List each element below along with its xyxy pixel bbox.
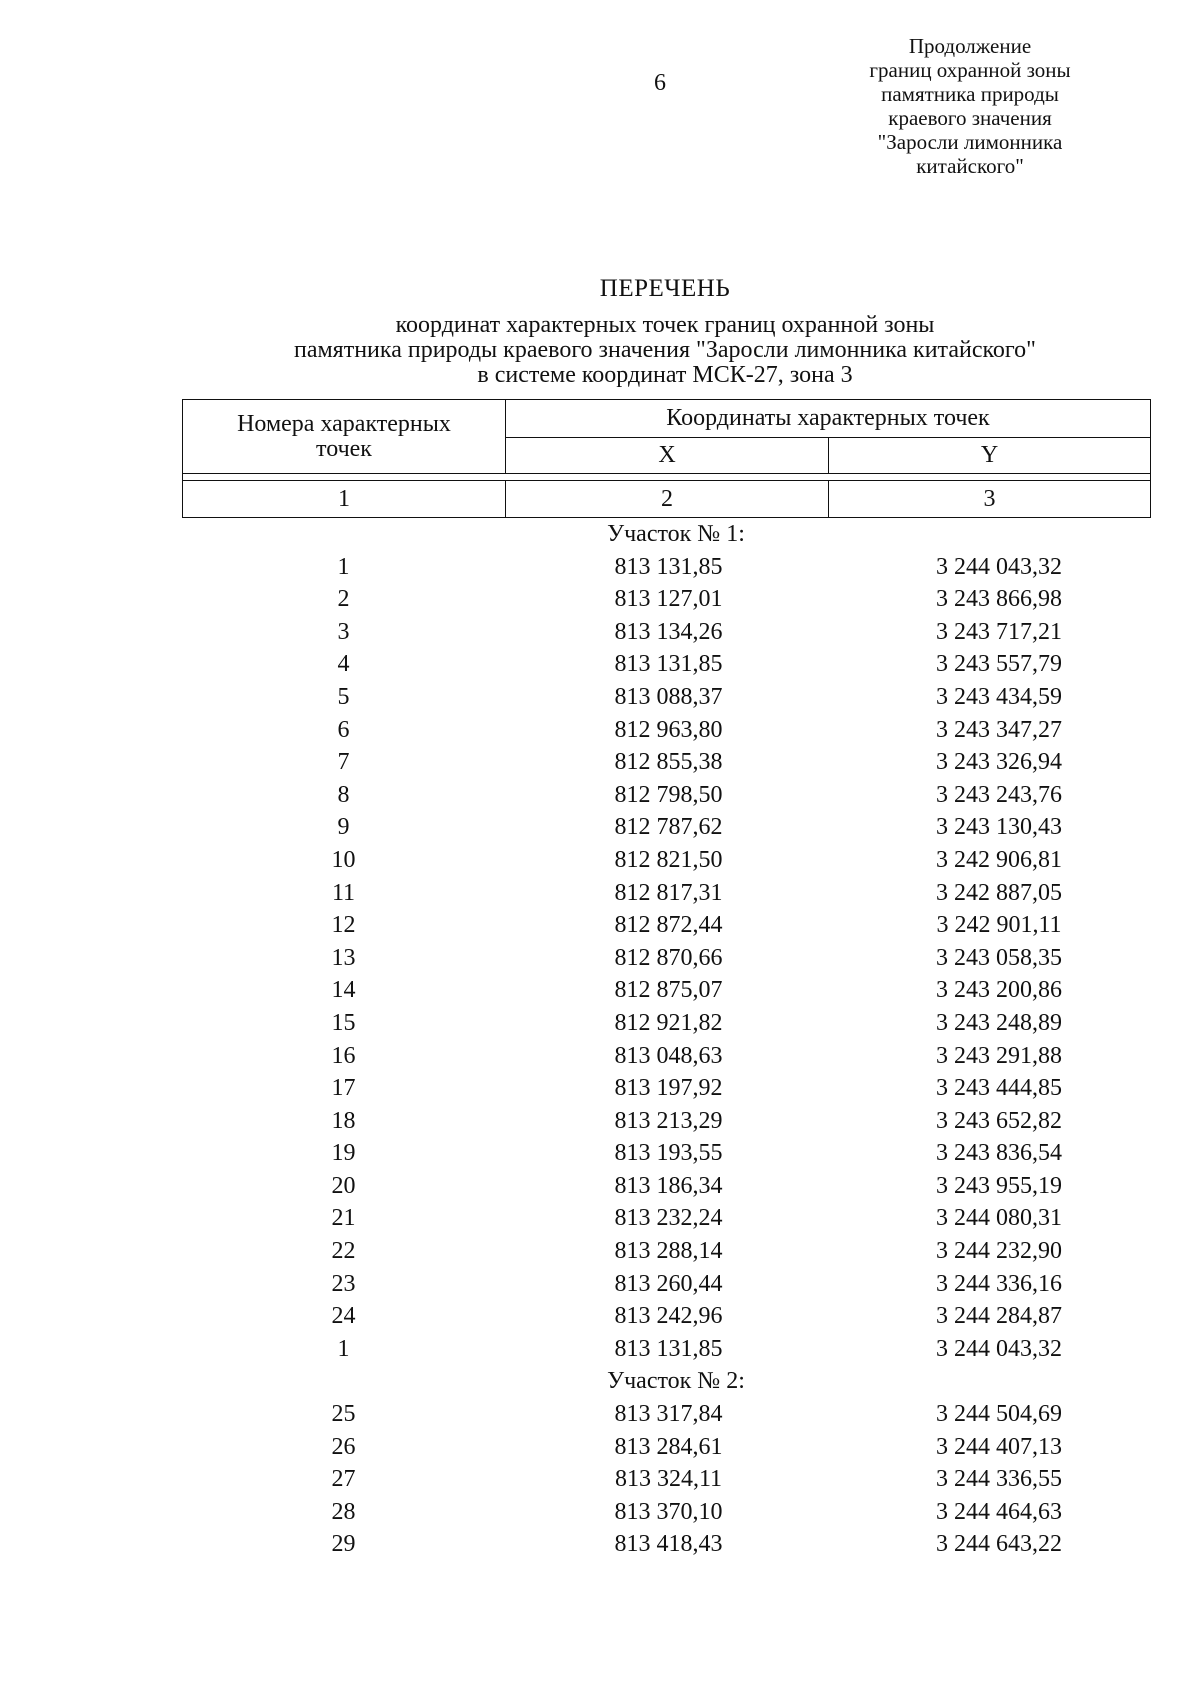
coord-x: 812 787,62 — [614, 814, 723, 841]
coord-y: 3 243 652,82 — [936, 1107, 1062, 1134]
coord-y: 3 243 326,94 — [936, 749, 1062, 776]
point-number: 29 — [331, 1531, 356, 1558]
coord-y: 3 244 407,13 — [936, 1433, 1062, 1460]
coord-x: 813 213,29 — [614, 1107, 723, 1134]
table-row — [182, 1202, 1150, 1235]
point-number: 3 — [337, 618, 350, 645]
coord-x: 813 048,63 — [614, 1042, 723, 1069]
coord-y: 3 244 464,63 — [936, 1498, 1062, 1525]
subtitle-line: координат характерных точек границ охранной зоны — [395, 312, 935, 338]
continuation-line: памятника природы — [881, 82, 1059, 106]
coord-y: 3 242 887,05 — [936, 879, 1062, 906]
coord-y: 3 243 955,19 — [936, 1172, 1062, 1199]
point-number: 10 — [331, 846, 356, 873]
table-row — [182, 1007, 1150, 1040]
header-points: Номера характерных точек — [183, 400, 506, 474]
point-number: 17 — [331, 1075, 356, 1102]
coord-y: 3 243 243,76 — [936, 781, 1062, 808]
coord-y: 3 244 336,55 — [936, 1466, 1062, 1493]
coord-x: 813 288,14 — [614, 1238, 723, 1265]
table-row — [182, 1431, 1150, 1464]
continuation-line: Продолжение — [908, 34, 1032, 58]
point-number: 2 — [337, 586, 350, 613]
table-row — [182, 616, 1150, 649]
coord-x: 812 963,80 — [614, 716, 723, 743]
table-row — [182, 1333, 1150, 1366]
coord-x: 813 186,34 — [614, 1172, 723, 1199]
coord-x: 813 197,92 — [614, 1075, 723, 1102]
table-row — [182, 1072, 1150, 1105]
section-label — [182, 518, 1150, 551]
coord-x: 813 131,85 — [614, 1335, 723, 1362]
section-label-text: Участок № 2: — [607, 1368, 745, 1395]
document-title: ПЕРЕЧЕНЬ — [599, 275, 731, 302]
subtitle-line: памятника природы краевого значения "Заросли лимонника китайского" — [294, 337, 1036, 363]
coord-x: 813 284,61 — [614, 1433, 723, 1460]
continuation-note — [830, 34, 1110, 178]
table-row — [182, 1398, 1150, 1431]
coord-y: 3 244 284,87 — [936, 1303, 1062, 1330]
coord-y: 3 244 643,22 — [936, 1531, 1062, 1558]
table-row — [182, 1300, 1150, 1333]
point-number: 20 — [331, 1172, 356, 1199]
coord-y: 3 243 058,35 — [936, 944, 1062, 971]
coord-x: 812 821,50 — [614, 846, 723, 873]
point-number: 1 — [337, 553, 350, 580]
section-label — [182, 1365, 1150, 1398]
point-number: 5 — [337, 683, 350, 710]
coord-x: 813 232,24 — [614, 1205, 723, 1232]
coordinates-list — [182, 518, 1150, 1561]
continuation-line: краевого значения — [888, 106, 1052, 130]
table-row — [182, 974, 1150, 1007]
table-row — [182, 1528, 1150, 1561]
column-number: 3 — [829, 481, 1151, 518]
coord-y: 3 243 347,27 — [936, 716, 1062, 743]
table-row — [182, 1235, 1150, 1268]
point-number: 26 — [331, 1433, 356, 1460]
table-row — [182, 1268, 1150, 1301]
table-row — [182, 681, 1150, 714]
coord-y: 3 243 717,21 — [936, 618, 1062, 645]
point-number: 28 — [331, 1498, 356, 1525]
header-coords: Координаты характерных точек — [506, 400, 1151, 438]
section-label-text: Участок № 1: — [607, 521, 745, 547]
table-row — [182, 811, 1150, 844]
coord-x: 813 418,43 — [614, 1531, 723, 1558]
table-row — [182, 583, 1150, 616]
coord-y: 3 244 043,32 — [936, 553, 1062, 580]
point-number: 11 — [331, 879, 356, 906]
coord-y: 3 243 434,59 — [936, 683, 1062, 710]
table-row — [182, 1170, 1150, 1203]
coord-x: 813 193,55 — [614, 1140, 723, 1167]
coord-y: 3 244 336,16 — [936, 1270, 1062, 1297]
table-row — [182, 877, 1150, 910]
coord-x: 812 817,31 — [614, 879, 723, 906]
coord-x: 813 370,10 — [614, 1498, 723, 1525]
column-number: 1 — [183, 481, 506, 518]
coord-y: 3 244 504,69 — [936, 1401, 1062, 1428]
continuation-line: китайского" — [916, 154, 1024, 178]
coord-x: 813 324,11 — [614, 1466, 723, 1493]
coord-y: 3 243 866,98 — [936, 586, 1062, 613]
point-number: 12 — [331, 912, 356, 939]
coord-x: 813 088,37 — [614, 683, 723, 710]
point-number: 18 — [331, 1107, 356, 1134]
coord-x: 812 872,44 — [614, 912, 723, 939]
coord-x: 813 317,84 — [614, 1401, 723, 1428]
point-number: 27 — [331, 1466, 356, 1493]
table-row — [182, 1137, 1150, 1170]
coord-y: 3 243 248,89 — [936, 1009, 1062, 1036]
table-row — [182, 551, 1150, 584]
point-number: 23 — [331, 1270, 356, 1297]
continuation-line: "Заросли лимонника — [877, 130, 1063, 154]
document-subtitle — [180, 313, 1150, 388]
point-number: 1 — [337, 1335, 350, 1362]
point-number: 7 — [337, 749, 350, 776]
table-row — [182, 1105, 1150, 1138]
page-number: 6 — [654, 70, 666, 96]
subtitle-line: в системе координат МСК-27, зона 3 — [477, 362, 853, 388]
continuation-line: границ охранной зоны — [869, 58, 1071, 82]
coord-x: 812 798,50 — [614, 781, 723, 808]
header-y: Y — [829, 438, 1151, 474]
table-row — [182, 942, 1150, 975]
table-row — [182, 746, 1150, 779]
point-number: 9 — [337, 814, 350, 841]
coord-y: 3 242 901,11 — [936, 912, 1062, 939]
coord-x: 813 260,44 — [614, 1270, 723, 1297]
coord-x: 813 242,96 — [614, 1303, 723, 1330]
point-number: 22 — [331, 1238, 356, 1265]
coord-x: 813 127,01 — [614, 586, 723, 613]
coord-y: 3 243 130,43 — [936, 814, 1062, 841]
point-number: 8 — [337, 781, 350, 808]
point-number: 21 — [331, 1205, 356, 1232]
coord-y: 3 244 080,31 — [936, 1205, 1062, 1232]
table-row — [182, 909, 1150, 942]
coord-y: 3 243 444,85 — [936, 1075, 1062, 1102]
coord-x: 813 131,85 — [614, 553, 723, 580]
point-number: 4 — [337, 651, 350, 678]
table-row — [182, 779, 1150, 812]
coord-y: 3 243 557,79 — [936, 651, 1062, 678]
point-number: 13 — [331, 944, 356, 971]
table-row — [182, 714, 1150, 747]
coord-y: 3 243 836,54 — [936, 1140, 1062, 1167]
coord-x: 812 870,66 — [614, 944, 723, 971]
table-row — [182, 844, 1150, 877]
coord-y: 3 243 291,88 — [936, 1042, 1062, 1069]
coord-x: 813 134,26 — [614, 618, 723, 645]
point-number: 14 — [331, 977, 356, 1004]
coord-x: 813 131,85 — [614, 651, 723, 678]
coord-y: 3 243 200,86 — [936, 977, 1062, 1004]
coord-x: 812 921,82 — [614, 1009, 723, 1036]
point-number: 25 — [331, 1401, 356, 1428]
point-number: 6 — [337, 716, 350, 743]
coord-x: 812 855,38 — [614, 749, 723, 776]
point-number: 16 — [331, 1042, 356, 1069]
point-number: 19 — [331, 1140, 356, 1167]
coord-y: 3 242 906,81 — [936, 846, 1062, 873]
coord-x: 812 875,07 — [614, 977, 723, 1004]
coordinates-table-header — [182, 399, 1151, 518]
column-number: 2 — [506, 481, 829, 518]
coord-y: 3 244 043,32 — [936, 1335, 1062, 1362]
point-number: 15 — [331, 1009, 356, 1036]
table-row — [182, 1040, 1150, 1073]
table-row — [182, 648, 1150, 681]
header-x: X — [506, 438, 829, 474]
coord-y: 3 244 232,90 — [936, 1238, 1062, 1265]
table-row — [182, 1463, 1150, 1496]
table-row — [182, 1496, 1150, 1529]
point-number: 24 — [331, 1303, 356, 1330]
